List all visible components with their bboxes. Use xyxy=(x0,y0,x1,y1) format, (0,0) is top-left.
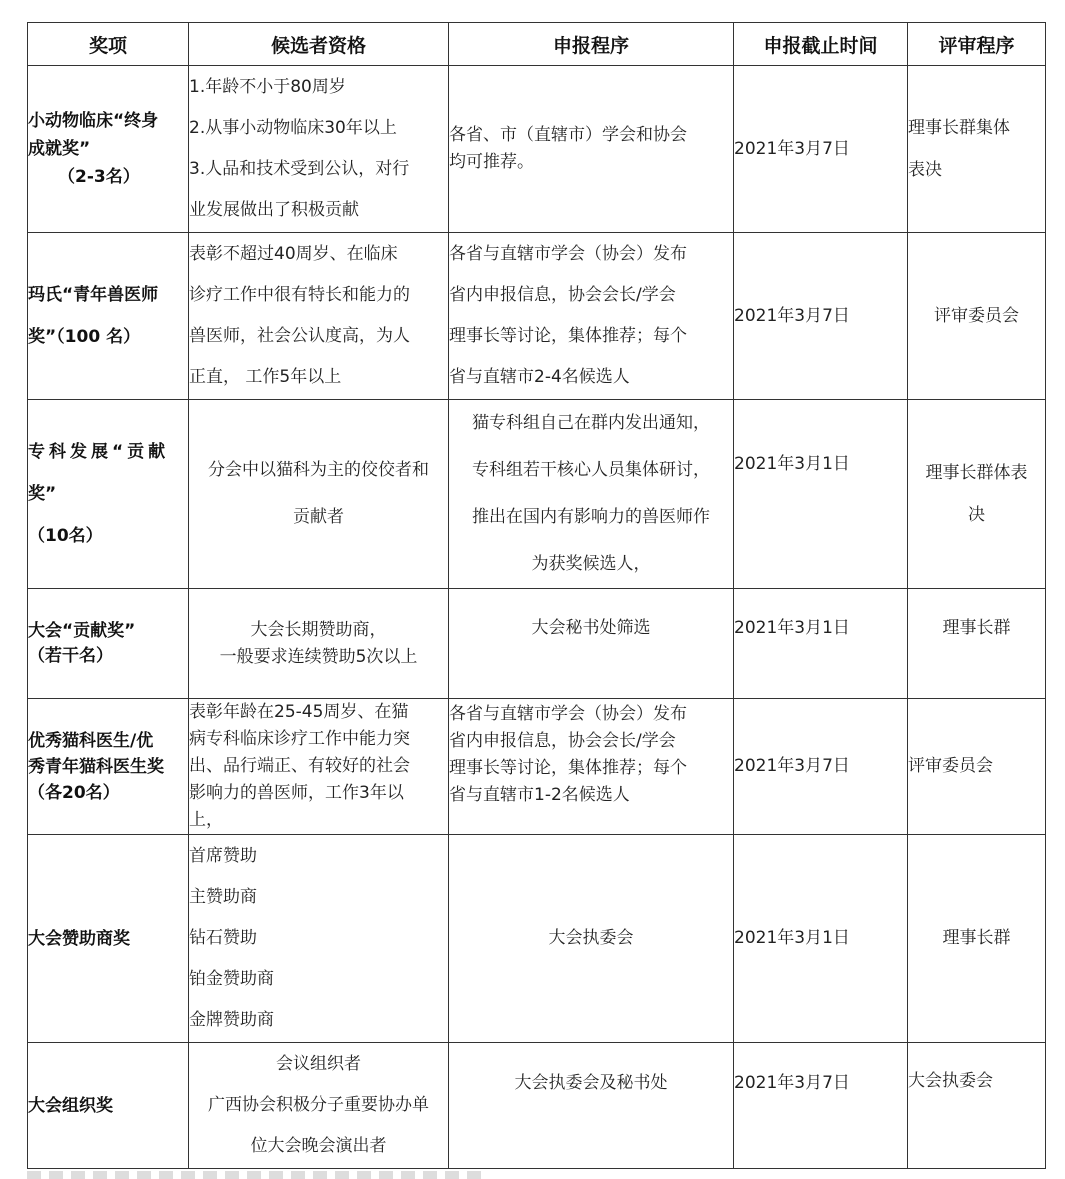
award-name: 小动物临床“终身 成就奖” （2-3名） xyxy=(28,66,189,233)
awards-table xyxy=(27,22,1046,1169)
deadline: 2021年3月7日 xyxy=(734,699,908,835)
procedure: 大会执委会及秘书处 xyxy=(449,1043,734,1169)
header-qualification: 候选者资格 xyxy=(189,23,449,66)
qualification: 会议组织者 广西协会积极分子重要协办单 位大会晚会演出者 xyxy=(189,1043,449,1169)
header-procedure: 申报程序 xyxy=(449,23,734,66)
qualification: 首席赞助 主赞助商 钻石赞助 铂金赞助商 金牌赞助商 xyxy=(189,835,449,1043)
table-row xyxy=(28,835,1046,1043)
qualification: 表彰年龄在25-45周岁、在猫 病专科临床诊疗工作中能力突 出、品行端正、有较好的社会 影响力的兽医师，工作3年以 上， xyxy=(189,699,449,835)
table-row xyxy=(28,1043,1046,1169)
table-row xyxy=(28,699,1046,835)
award-name: 玛氏“青年兽医师 奖”（100 名） xyxy=(28,233,189,400)
deadline: 2021年3月1日 xyxy=(734,400,908,589)
review: 理事长群 xyxy=(908,589,1046,699)
award-name: 优秀猫科医生/优 秀青年猫科医生奖 （各20名） xyxy=(28,699,189,835)
procedure: 大会执委会 xyxy=(449,835,734,1043)
qualification: 1.年龄不小于80周岁 2.从事小动物临床30年以上 3.人品和技术受到公认，对行 业发展做出了积极贡献 xyxy=(189,66,449,233)
review: 评审委员会 xyxy=(908,699,1046,835)
review: 大会执委会 xyxy=(908,1043,1046,1169)
review: 理事长群体表 决 xyxy=(908,400,1046,589)
award-name: 大会“贡献奖” （若干名） xyxy=(28,589,189,699)
deadline: 2021年3月1日 xyxy=(734,589,908,699)
header-review: 评审程序 xyxy=(908,23,1046,66)
procedure: 各省与直辖市学会（协会）发布 省内申报信息，协会会长/学会 理事长等讨论，集体推荐；每个 省与直辖市1-2名候选人 xyxy=(449,699,734,835)
procedure: 猫专科组自己在群内发出通知， 专科组若干核心人员集体研讨， 推出在国内有影响力的兽医师作 为获奖候选人， xyxy=(449,400,734,589)
review: 理事长群 xyxy=(908,835,1046,1043)
procedure: 各省与直辖市学会（协会）发布 省内申报信息，协会会长/学会 理事长等讨论，集体推荐；每个 省与直辖市2-4名候选人 xyxy=(449,233,734,400)
procedure: 大会秘书处筛选 xyxy=(449,589,734,699)
table-row xyxy=(28,400,1046,589)
deadline: 2021年3月7日 xyxy=(734,66,908,233)
qualification: 表彰不超过40周岁、在临床 诊疗工作中很有特长和能力的 兽医师，社会公认度高，为人 正直， 工作5年以上 xyxy=(189,233,449,400)
table-header-row xyxy=(28,23,1046,66)
deadline: 2021年3月1日 xyxy=(734,835,908,1043)
procedure: 各省、市（直辖市）学会和协会 均可推荐。 xyxy=(449,66,734,233)
award-name: 大会赞助商奖 xyxy=(28,835,189,1043)
qualification: 分会中以猫科为主的佼佼者和 贡献者 xyxy=(189,400,449,589)
cropped-footer-text xyxy=(27,1171,487,1179)
header-deadline: 申报截止时间 xyxy=(734,23,908,66)
header-award: 奖项 xyxy=(28,23,189,66)
table-row xyxy=(28,589,1046,699)
review: 评审委员会 xyxy=(908,233,1046,400)
review: 理事长群集体 表决 xyxy=(908,66,1046,233)
table-row xyxy=(28,233,1046,400)
award-name: 大会组织奖 xyxy=(28,1043,189,1169)
deadline: 2021年3月7日 xyxy=(734,1043,908,1169)
qualification: 大会长期赞助商， 一般要求连续赞助5次以上 xyxy=(189,589,449,699)
table-row xyxy=(28,66,1046,233)
award-name: 专科发展“贡献 奖” （10名） xyxy=(28,400,189,589)
deadline: 2021年3月7日 xyxy=(734,233,908,400)
